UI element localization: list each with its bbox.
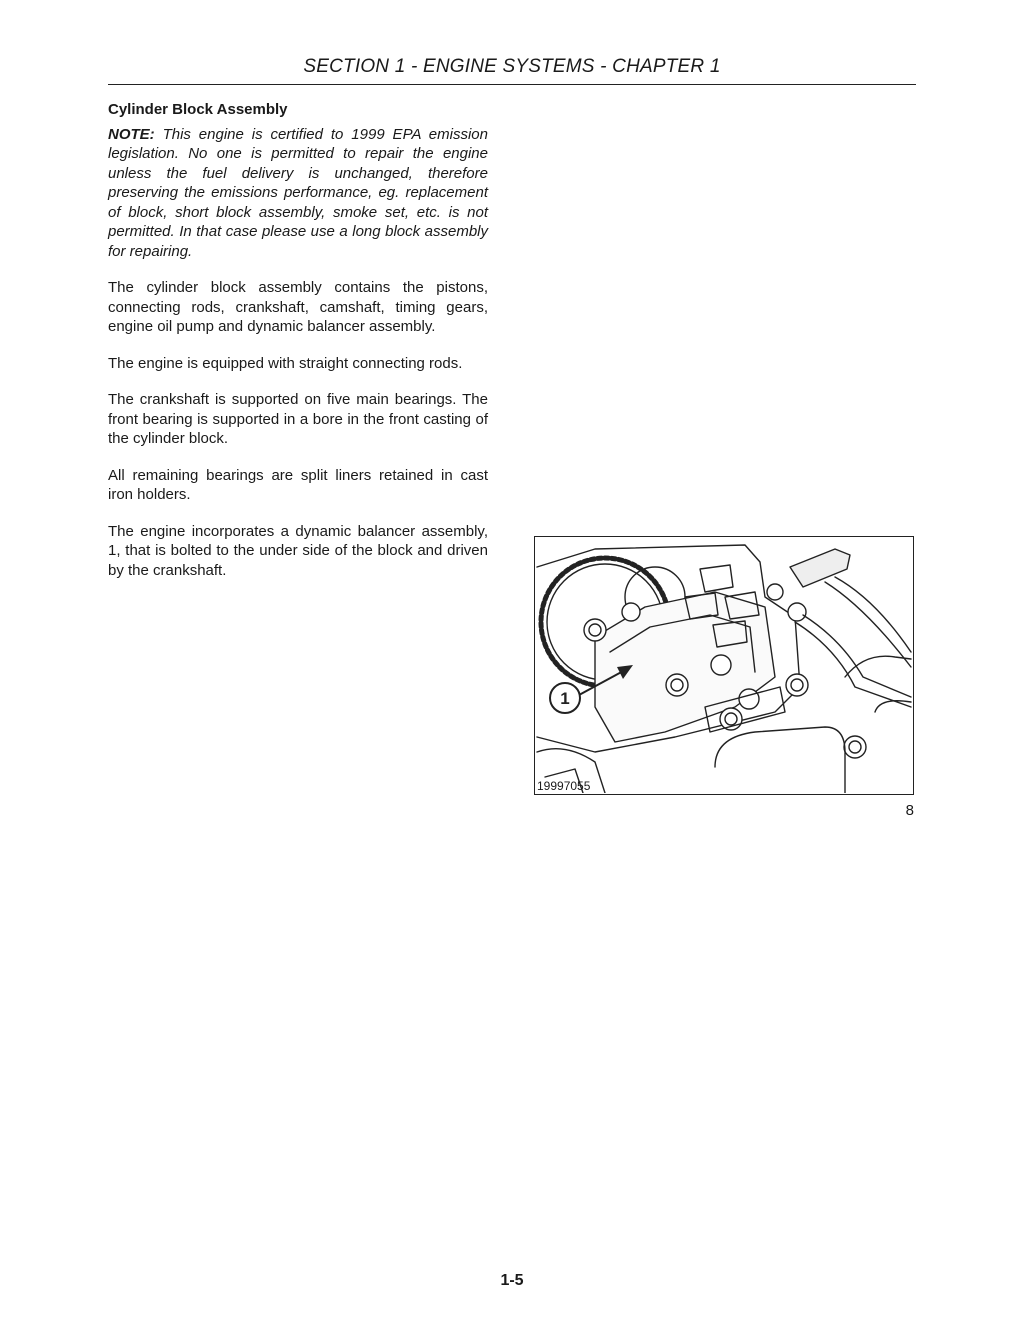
text-column — [108, 100, 488, 597]
callout-label: 1 — [560, 689, 570, 708]
note-label: NOTE: — [108, 125, 155, 143]
body-paragraph: The crankshaft is supported on five main bearings. The front bearing is supported in a bore in the front casting of the cylinder block. — [108, 391, 488, 447]
note-paragraph — [108, 125, 488, 262]
note-text: This engine is certified to 1999 EPA emission legislation. No one is permitted to repair the engine unless the fuel delivery is unchanged, therefore preserving the emissions performance, eg. replacement of block, short block assembly, smoke set, etc. is not permitted. In that case please use a long block assembly for repairing. — [108, 125, 488, 260]
section-heading: Cylinder Block Assembly — [108, 101, 288, 118]
engine-drawing — [535, 537, 912, 793]
figure-number: 8 — [905, 802, 914, 819]
body-paragraph: The engine incorporates a dynamic balancer assembly, 1, that is bolted to the under side of the block and driven by the crankshaft. — [108, 522, 488, 579]
body-paragraph: The engine is equipped with straight connecting rods. — [108, 354, 463, 372]
figure-image-id: 19997055 — [537, 779, 591, 793]
section-title: SECTION 1 - ENGINE SYSTEMS - CHAPTER 1 — [303, 56, 721, 77]
balancer-illustration — [534, 536, 914, 795]
body-paragraph: All remaining bearings are split liners retained in cast iron holders. — [108, 466, 488, 503]
body-paragraph: The cylinder block assembly contains the pistons, connecting rods, crankshaft, camshaft, timing gears, engine oil pump and dynamic balancer assembly. — [108, 279, 488, 335]
page-header — [108, 56, 916, 85]
page-number: 1-5 — [500, 1272, 524, 1289]
